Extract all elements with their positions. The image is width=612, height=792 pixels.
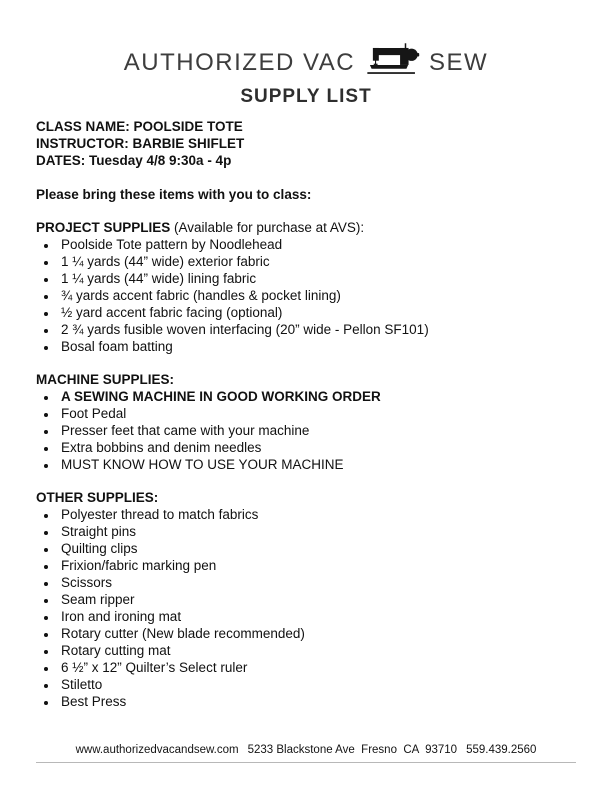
list-item: • Seam ripper bbox=[58, 591, 576, 608]
list-item: • 1 ¼ yards (44” wide) lining fabric bbox=[58, 270, 576, 287]
footer bbox=[36, 743, 576, 763]
content bbox=[36, 118, 576, 710]
footer-phone: 559.439.2560 bbox=[466, 744, 537, 756]
list-item: • ½ yard accent fabric facing (optional) bbox=[58, 304, 576, 321]
list-item: • Presser feet that came with your machine bbox=[58, 422, 576, 439]
page-title: SUPPLY LIST bbox=[240, 86, 372, 107]
list-item: • Best Press bbox=[58, 693, 576, 710]
logo bbox=[0, 42, 612, 84]
list-item: • Poolside Tote pattern by Noodlehead bbox=[58, 236, 576, 253]
section-heading: PROJECT SUPPLIES (Available for purchase at AVS): bbox=[36, 220, 365, 235]
supply-section bbox=[36, 219, 576, 355]
list-item: • Frixion/fabric marking pen bbox=[58, 557, 576, 574]
sections bbox=[36, 219, 576, 710]
list-item: • 6 ½” x 12” Quilter’s Select ruler bbox=[58, 659, 576, 676]
list-item: • Quilting clips bbox=[58, 540, 576, 557]
list-item: • Rotary cutter (New blade recommended) bbox=[58, 625, 576, 642]
list-item: • 2 ¾ yards fusible woven interfacing (20” wide - Pellon SF101) bbox=[58, 321, 576, 338]
logo-text-right: SEW bbox=[429, 49, 489, 76]
class-info bbox=[36, 118, 576, 169]
list-item: • 1 ¼ yards (44” wide) exterior fabric bbox=[58, 253, 576, 270]
list-item: • Straight pins bbox=[58, 523, 576, 540]
list-item: • Extra bobbins and denim needles bbox=[58, 439, 576, 456]
footer-website: www.authorizedvacandsew.com bbox=[75, 744, 239, 756]
supply-list bbox=[36, 388, 576, 473]
section-heading: OTHER SUPPLIES: bbox=[36, 490, 159, 505]
list-item: • Rotary cutting mat bbox=[58, 642, 576, 659]
list-item: • Scissors bbox=[58, 574, 576, 591]
supply-section bbox=[36, 371, 576, 473]
list-item: • Polyester thread to match fabrics bbox=[58, 506, 576, 523]
section-heading: MACHINE SUPPLIES: bbox=[36, 372, 175, 387]
intro-line: Please bring these items with you to class: bbox=[36, 187, 312, 202]
header bbox=[0, 0, 612, 107]
list-item: • Foot Pedal bbox=[58, 405, 576, 422]
class-info-line: DATES: Tuesday 4/8 9:30a - 4p bbox=[36, 153, 232, 168]
footer-address: 5233 Blackstone Ave Fresno CA 93710 bbox=[247, 744, 458, 756]
supply-section bbox=[36, 489, 576, 710]
logo-text-left: AUTHORIZED VAC bbox=[123, 49, 356, 76]
list-item: • ¾ yards accent fabric (handles & pocket lining) bbox=[58, 287, 576, 304]
sewing-machine-icon bbox=[364, 42, 420, 84]
list-item: • Bosal foam batting bbox=[58, 338, 576, 355]
supply-list bbox=[36, 506, 576, 710]
list-item: • Iron and ironing mat bbox=[58, 608, 576, 625]
list-item: • A SEWING MACHINE IN GOOD WORKING ORDER bbox=[58, 388, 576, 405]
list-item: • Stiletto bbox=[58, 676, 576, 693]
supply-list bbox=[36, 236, 576, 355]
list-item: • MUST KNOW HOW TO USE YOUR MACHINE bbox=[58, 456, 576, 473]
class-info-line: INSTRUCTOR: BARBIE SHIFLET bbox=[36, 136, 245, 151]
class-info-line: CLASS NAME: POOLSIDE TOTE bbox=[36, 119, 243, 134]
